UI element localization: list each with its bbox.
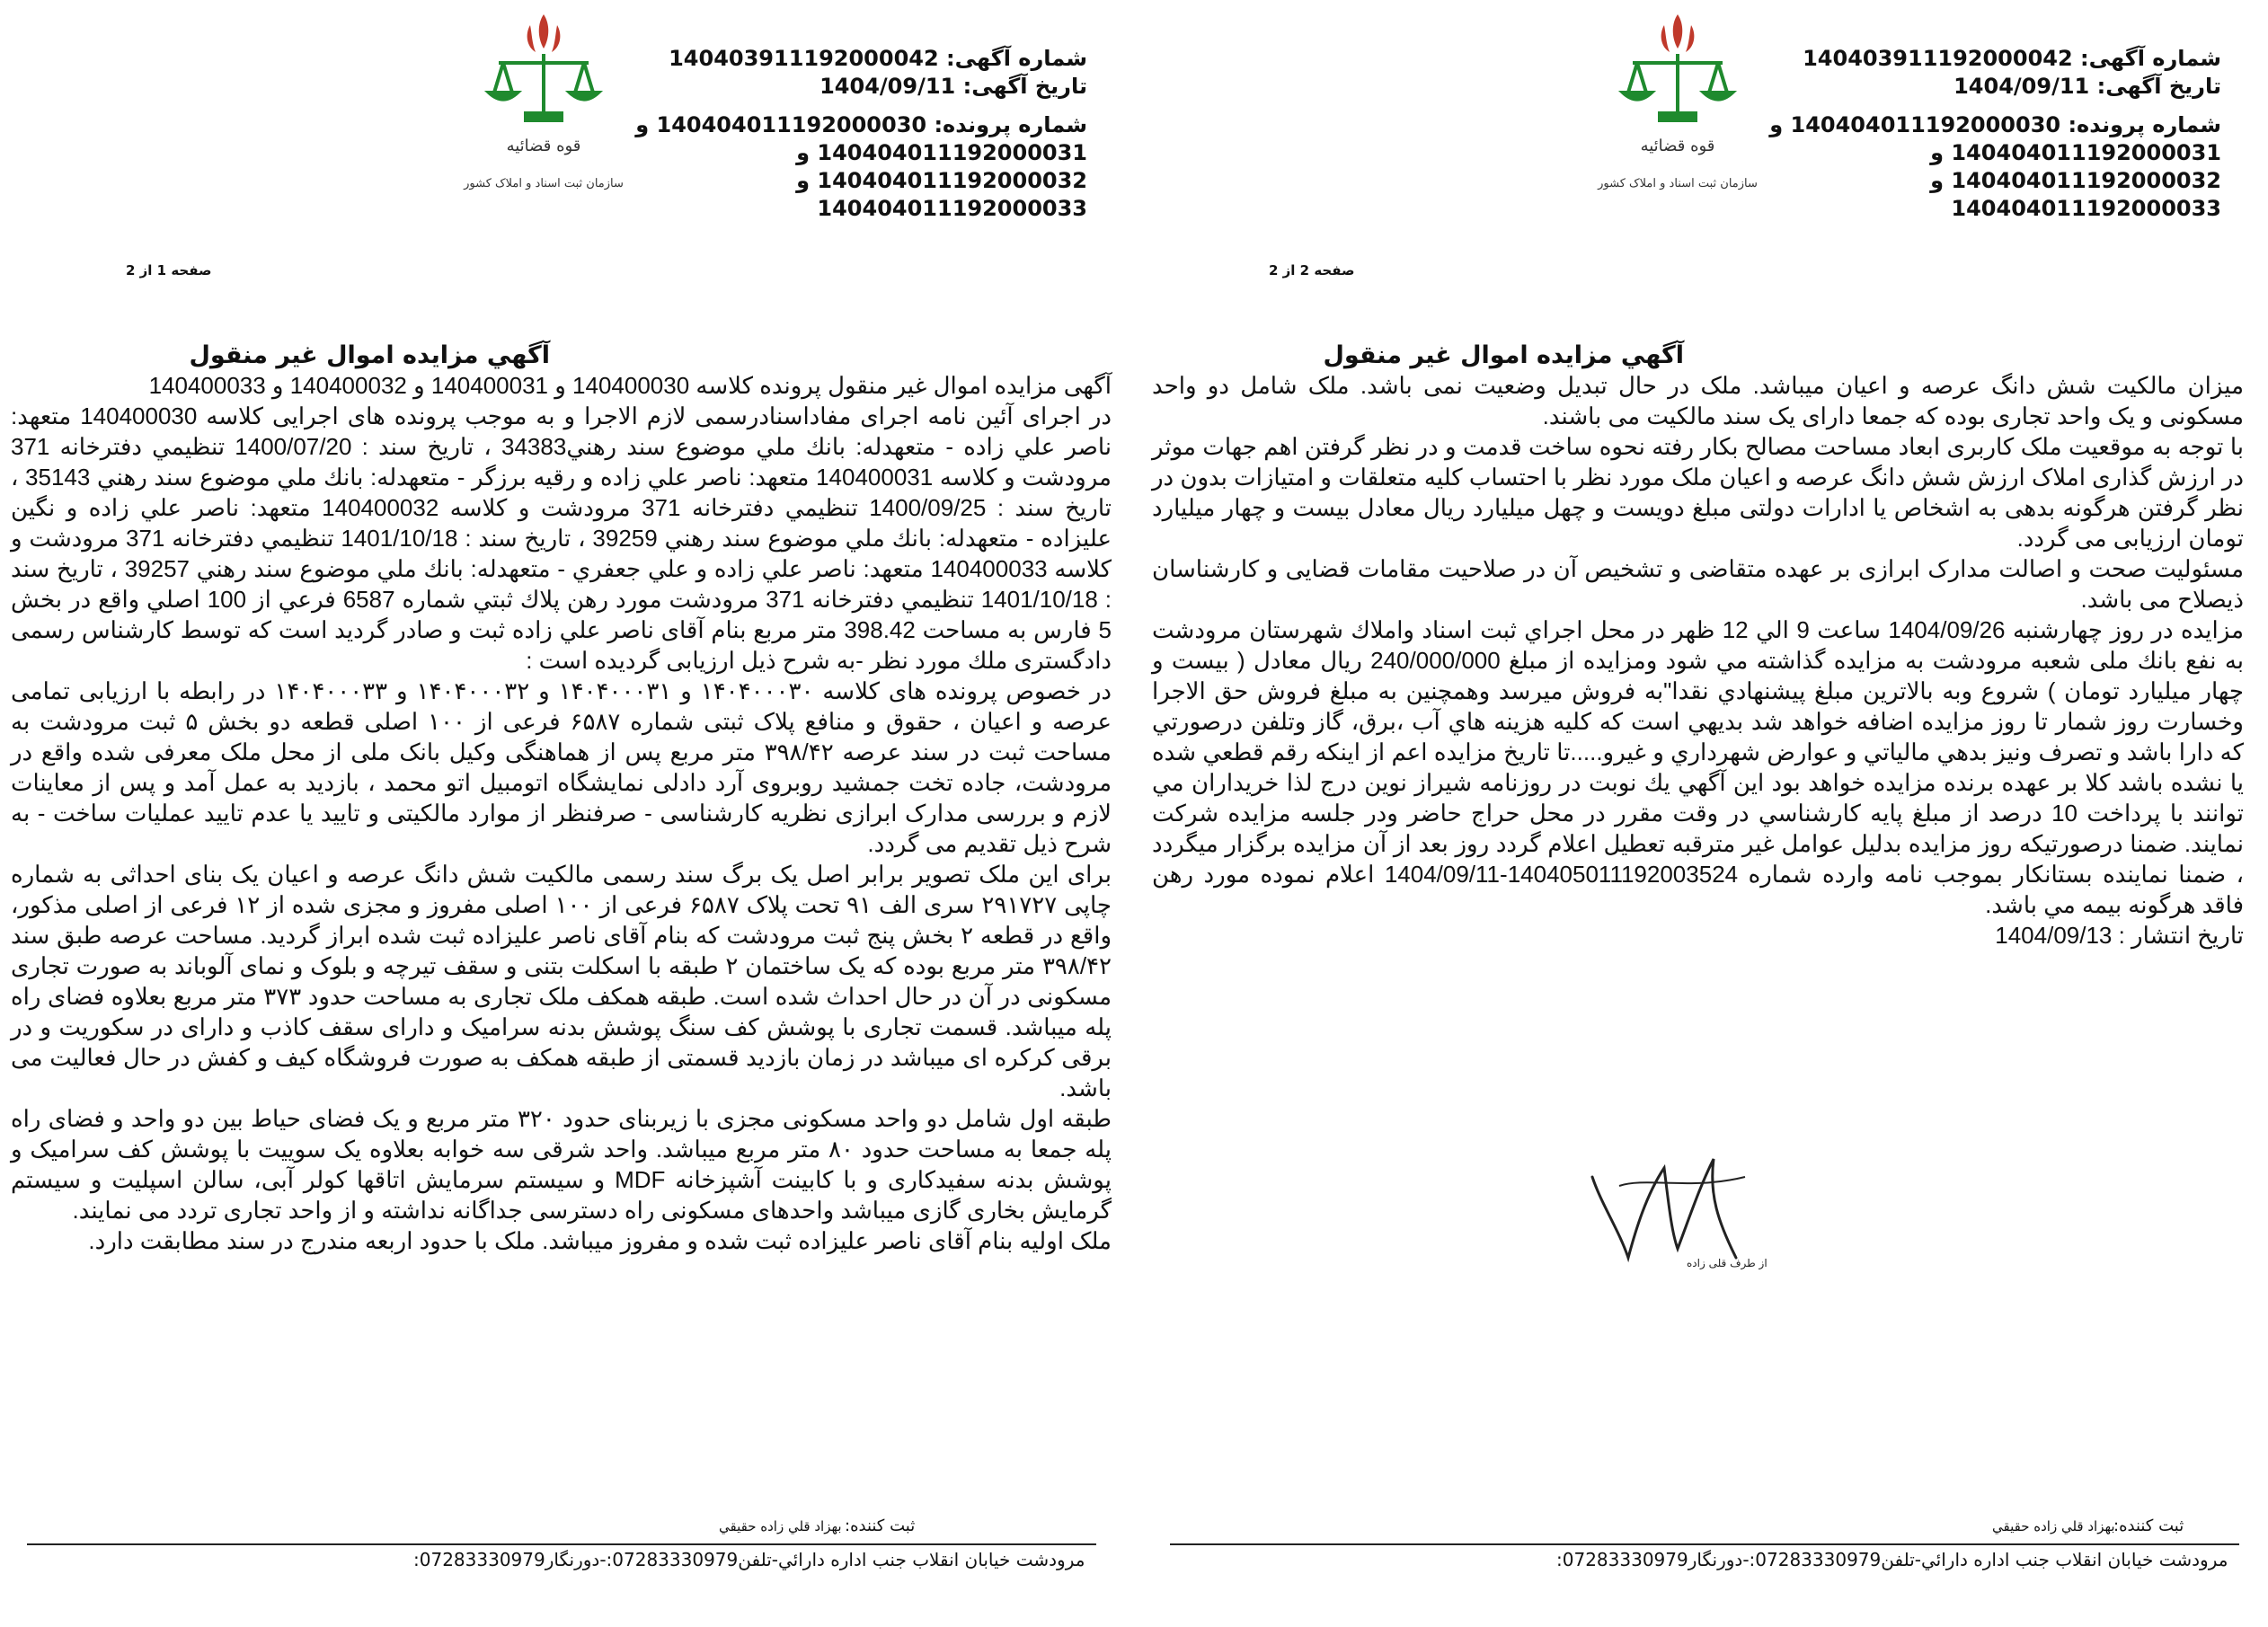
registrar-name: بهزاد قلي زاده حقيقي <box>1992 1518 2115 1534</box>
paragraph: مزايده در روز چهارشنبه 1404/09/26 ساعت 9 الي 12 ظهر در محل اجراي ثبت اسناد واملاك شهرستان مرودشت به نفع بانك ملی شعبه مرودشت به مزايده گذاشته مي شود ومزايده از مبلغ 240/000/000 ريال معادل ( بيست و چهار ميليارد تومان ) شروع وبه بالاترين مبلغ پيشنهادي نقدا"به فروش ميرسد وهمچنين به مبلغ فروش حق الاجرا وخسارت روز شمار تا روز مزايده اضافه خواهد شد بديهي است كه كليه هزينه هاي آب ،برق، گاز وتلفن درصورتي كه دارا باشد و تصرف ونيز بدهي مالياتي و عوارض شهرداري و غيرو.....تا تاريخ مزايده اعم از اينكه رقم قطعي شده يا نشده باشد كلا بر عهده برنده مزايده خواهد بود اين آگهي يك نوبت در روزنامه شيراز نوين درج لذا خريداران مي توانند با پرداخت 10 درصد از مبلغ پايه كارشناسي در وقت مقرر در محل حراج حاضر ودر جلسه مزايده شركت نمايند. ضمنا درصورتيكه روز مزايده بدليل عوامل غير مترقبه تعطيل اعلام گردد روز بعد از آن مزايده برگزار ميگردد ، ضمنا نماينده بستانكار بموجب نامه وارده شماره 140405011192003524-1404/09/11 اعلام نموده مورد رهن فاقد هرگونه بيمه مي باشد. <box>1152 616 2244 918</box>
ad-meta <box>635 45 1087 223</box>
divider <box>27 1543 1096 1545</box>
notice-body <box>11 370 1112 1256</box>
paragraph: در اجرای آئين نامه اجرای مفاداسنادرسمی لازم الاجرا و به موجب پرونده های اجرايی كلاسه 140400030 متعهد: ناصر علي زاده - متعهدله: بانك ملي موضوع سند رهني34383 ، تاريخ سند : 1400/07/20 تنظيمي دفترخانه 371 مرودشت و كلاسه 140400031 متعهد: ناصر علي زاده و رقيه برزگر - متعهدله: بانك ملي موضوع سند رهني 35143 ، تاريخ سند : 1400/09/25 تنظيمي دفترخانه 371 مرودشت و كلاسه 140400032 متعهد: ناصر علي زاده و نگين عليزاده - متعهدله: بانك ملي موضوع سند رهني 39259 ، تاريخ سند : 1401/10/18 تنظيمي دفترخانه 371 مرودشت و كلاسه 140400033 متعهد: ناصر علي زاده و علي جعفري - متعهدله: بانك ملي موضوع سند رهني 39257 ، تاريخ سند : 1401/10/18 تنظيمي دفترخانه 371 مرودشت مورد رهن پلاك ثبتي شماره 6587 فرعي از 100 اصلي واقع در بخش 5 فارس به مساحت 398.42 متر مربع بنام آقای ناصر علي زاده ثبت و صادر گرديد است كه توسط كارشناس رسمی دادگستری ملك مورد نظر -به شرح ذيل ارزيابی گرديده است : <box>11 402 1112 674</box>
file-number-3: 140404011192000032 و <box>796 168 1087 193</box>
ad-number: شماره آگهی: 140403911192000042 <box>1803 46 2221 71</box>
registrar-label: ثبت كننده: <box>845 1516 916 1535</box>
notice-body <box>1152 370 2244 951</box>
paragraph: در خصوص پرونده های کلاسه ۱۴۰۴۰۰۰۳۰ و ۱۴۰۴۰۰۰۳۱ و ۱۴۰۴۰۰۰۳۲ و ۱۴۰۴۰۰۰۳۳ در رابطه با ارزیابی تمامی عرصه و اعیان ، حقوق و منافع پلاک ثبتی شماره ۶۵۸۷ فرعی از ۱۰۰ اصلی قطعه دو بخش ۵ ثبت مرودشت به مساحت ثبت در سند عرصه ۳۹۸/۴۲ متر مربع پس از هماهنگی وکیل بانک ملی از محل ملک معرفی شده واقع در مرودشت، جاده تخت جمشید روبروی آرد دادلی نمایشگاه اتومبیل اتو محمد ، بازدید به عمل آمد و پس از معاینات لازم و بررسی مدارک ابرازی نظریه کارشناسی - صرفنظر از موارد مالکیتی و تایید یا عدم تایید عملیات ساخت - به شرح ذیل تقدیم می گردد. <box>11 677 1112 857</box>
file-number-4: 140404011192000033 <box>817 196 1087 221</box>
file-number-1: شماره پرونده: 140404011192000030 و <box>635 112 1087 137</box>
ad-date: تاريخ آگهی: 1404/09/11 <box>1953 74 2221 99</box>
registrar-name: بهزاد قلي زاده حقيقي <box>719 1518 842 1534</box>
paragraph: طبقه اول شامل دو واحد مسکونی مجزی با زیربنای حدود ۳۲۰ متر مربع و یک فضای حیاط بین دو واحد و فضای راه پله جمعا به مساحت حدود ۸۰ متر مربع میباشد. واحد شرقی سه خوابه بعلاوه یک سوییت با پوشش کف سرامیک و پوشش بدنه سفیدکاری و با کابینت آشپزخانه MDF و سیستم سرمایش اتاقها کولر آبی، سالن اسپلیت و سیستم گرمایش بخاری گازی میباشد واحدهای مسکونی راه دسترسی جداگانه نداشته و از واحد تجاری تردد می نمایند. <box>11 1105 1112 1224</box>
paragraph: با توجه به موقعیت ملک کاربری ابعاد مساحت مصالح بکار رفته نحوه ساخت قدمت و در نظر گرفتن اهم جهات موثر در ارزش گذاری املاک ارزش شش دانگ عرصه و اعیان ملک مورد نظر با احتساب کلیه متعلقات و امتیازات بدون در نظر گرفتن هرگونه بدهی به اشخاص یا ادارات دولتی مبلغ دویست و چهل میلیارد ریال معادل بیست و چهار میلیارد تومان ارزیابی می گردد. <box>1152 433 2244 552</box>
svg-text:سازمان ثبت اسناد و املاک کشور: سازمان ثبت اسناد و املاک کشور <box>464 177 624 190</box>
svg-text:قوه قضائیه: قوه قضائیه <box>506 137 581 155</box>
file-number-4: 140404011192000033 <box>1951 196 2221 221</box>
page-number: صفحه 1 از 2 <box>126 262 212 279</box>
paragraph: برای این ملک تصویر برابر اصل یک برگ سند رسمی مالکیت شش دانگ عرصه و اعیان یک بنای احداثی به شماره چاپی ۲۹۱۷۲۷ سری الف ۹۱ تحت پلاک ۶۵۸۷ فرعی از ۱۰۰ اصلی مفروز و مجزی شده از ۱۲ فرعی از اصلی مذکور، واقع در قطعه ۲ بخش پنج ثبت مرودشت که بنام آقای ناصر علیزاده ثبت شده ابراز گردید. مساحت عرصه طبق سند ۳۹۸/۴۲ متر مربع بوده که یک ساختمان ۲ طبقه با اسکلت بتنی و سقف تیرچه و بلوک و نمای آلوباند به صورت تجاری مسکونی در آن در حال احداث شده است. طبقه همکف ملک تجاری به مساحت حدود ۳۷۳ متر مربع بعلاوه فضای راه پله میباشد. قسمت تجاری با پوشش کف سنگ پوشش بدنه سرامیک و دارای سقف کاذب و دارای در سکوریت و در برقی کرکره ای میباشد در زمان بازدید قسمتی از طبقه همکف به صورت فروشگاه کیف و کفش در حال فعالیت می باشد. <box>11 861 1112 1101</box>
paragraph: ميزان مالكيت شش دانگ عرصه و اعيان ميباشد. ملک در حال تبدیل وضعیت نمی باشد. ملک شامل دو واحد مسکونی و یک واحد تجاری بوده که جمعا دارای یک سند مالکیت می باشند. <box>1152 372 2244 429</box>
publish-date: تاريخ انتشار : 1404/09/13 <box>1995 922 2244 949</box>
judiciary-emblem-logo <box>464 7 624 205</box>
paragraph: مسئولیت صحت و اصالت مدارک ابرازی بر عهده متقاضی و تشخیص آن در صلاحیت مقامات قضایی و کارشناسان ذیصلاح می باشد. <box>1152 555 2244 613</box>
judiciary-emblem-logo <box>1598 7 1758 205</box>
svg-text:قوه قضائیه: قوه قضائیه <box>1640 137 1715 155</box>
registrar-label: ثبت كننده: <box>2113 1516 2184 1535</box>
signature-caption: از طرف قلی زاده <box>1687 1257 1767 1269</box>
ad-number: شماره آگهی: 140403911192000042 <box>669 46 1087 71</box>
signature <box>1565 1123 1781 1285</box>
file-number-2: 140404011192000031 و <box>1930 140 2221 165</box>
footer-address: مرودشت خيابان انقلاب جنب اداره دارائي-تلفن07283330979:-دورنگار07283330979: <box>413 1549 1085 1570</box>
file-number-2: 140404011192000031 و <box>796 140 1087 165</box>
paragraph: آگهی مزايده اموال غير منقول پرونده كلاسه 140400030 و 140400031 و 140400032 و 140400033 <box>148 372 1112 399</box>
ad-date: تاريخ آگهی: 1404/09/11 <box>819 74 1087 99</box>
page-number: صفحه 2 از 2 <box>1269 262 1355 279</box>
paragraph: ملک اولیه بنام آقای ناصر علیزاده ثبت شده و مفروز میباشد. ملک با حدود اربعه مندرج در سند مطابقت دارد. <box>88 1227 1112 1254</box>
notice-title: آگهي مزايده اموال غير منقول <box>189 341 550 369</box>
page-2 <box>1134 0 2268 1627</box>
file-number-3: 140404011192000032 و <box>1930 168 2221 193</box>
footer-address: مرودشت خيابان انقلاب جنب اداره دارائي-تلفن07283330979:-دورنگار07283330979: <box>1556 1549 2228 1570</box>
svg-text:سازمان ثبت اسناد و املاک کشور: سازمان ثبت اسناد و املاک کشور <box>1598 177 1758 190</box>
ad-meta <box>1769 45 2221 223</box>
file-number-1: شماره پرونده: 140404011192000030 و <box>1769 112 2221 137</box>
divider <box>1170 1543 2239 1545</box>
notice-title: آگهي مزايده اموال غير منقول <box>1323 341 1684 369</box>
